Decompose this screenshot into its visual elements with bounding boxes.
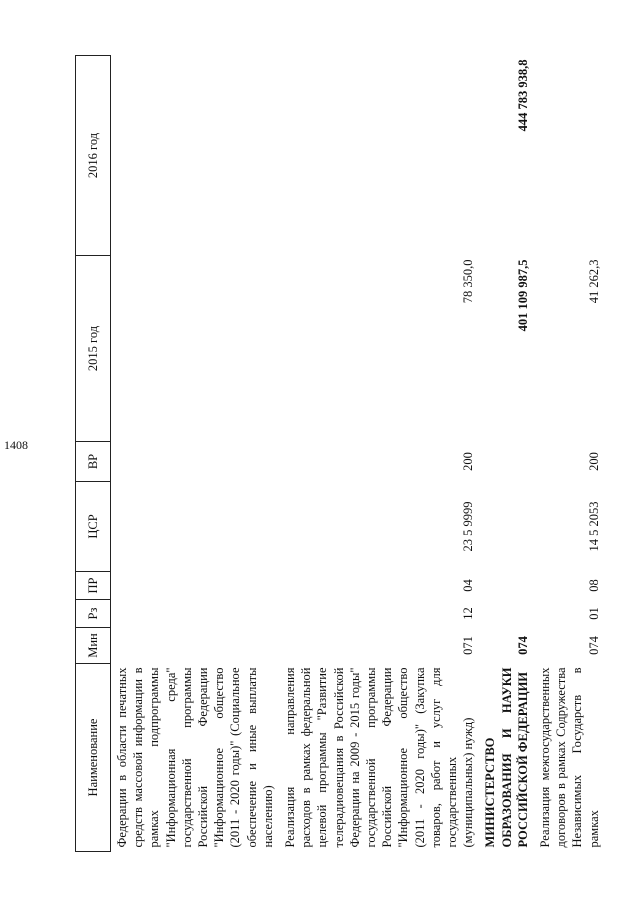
row-2015 [111, 256, 280, 442]
row-pr [479, 572, 534, 600]
header-pr: ПР [76, 572, 111, 600]
header-name: Наименование [76, 664, 111, 852]
row-rz: 01 [586, 607, 601, 620]
header-2016: 2016 год [76, 56, 111, 256]
row-vr [479, 442, 534, 482]
row-pr: 04 [461, 579, 476, 592]
header-min: Мин [76, 628, 111, 664]
rotated-page [75, 40, 635, 860]
header-rz: Рз [76, 600, 111, 628]
row-name: Реализация межгосударственных договоров в рамках Содружества Независимых Государств в рамках [538, 667, 601, 848]
row-csr [479, 482, 534, 572]
header-vr: ВР [76, 442, 111, 482]
row-csr: 14 5 2053 [586, 501, 601, 552]
table-header-row [76, 56, 111, 852]
row-vr [111, 442, 280, 482]
row-name: Федерации в области печатных средств массовой информации в рамках подпрограммы "Информационная среда" государственной программы Российской Федерации "Информационное общество (2011 - 2020 годы)" (Социальное обеспечение и иные выплаты населению) [115, 667, 275, 848]
table-row [111, 56, 280, 852]
header-2015: 2015 год [76, 256, 111, 442]
budget-table [75, 55, 605, 852]
table-row [534, 56, 605, 852]
row-rz [111, 600, 280, 628]
row-2016 [279, 56, 479, 256]
row-csr: 23 5 9999 [461, 501, 476, 552]
row-name: МИНИСТЕРСТВО ОБРАЗОВАНИЯ И НАУКИ РОССИЙСКОЙ ФЕДЕРАЦИИ [483, 667, 530, 848]
row-min: 074 [515, 636, 530, 655]
row-min [111, 628, 280, 664]
row-vr: 200 [461, 452, 476, 471]
row-min: 074 [586, 636, 601, 655]
row-name: Реализация направления расходов в рамках федеральной целевой программы "Развитие телерадиовещания в Российской Федерации на 2009 - 2015 годы" государственной программы Российской Федерации "Информационное общество (2011 - 2020 годы)" (Закупка товаров, работ и услуг для государственных (муниципальных) нужд) [283, 667, 476, 848]
row-pr: 08 [586, 579, 601, 592]
row-2015: 41 262,3 [586, 259, 601, 304]
row-2016: 444 783 938,8 [515, 59, 530, 132]
row-pr [111, 572, 280, 600]
table-row [479, 56, 534, 852]
row-vr: 200 [586, 452, 601, 471]
row-min: 071 [461, 636, 476, 655]
row-2016 [111, 56, 280, 256]
row-rz [479, 600, 534, 628]
row-2016 [534, 56, 605, 256]
row-rz: 12 [461, 607, 476, 620]
table-row [279, 56, 479, 852]
row-2015: 78 350,0 [461, 259, 476, 304]
header-csr: ЦСР [76, 482, 111, 572]
row-2015: 401 109 987,5 [515, 259, 530, 332]
row-csr [111, 482, 280, 572]
page-number: 1408 [4, 438, 28, 452]
